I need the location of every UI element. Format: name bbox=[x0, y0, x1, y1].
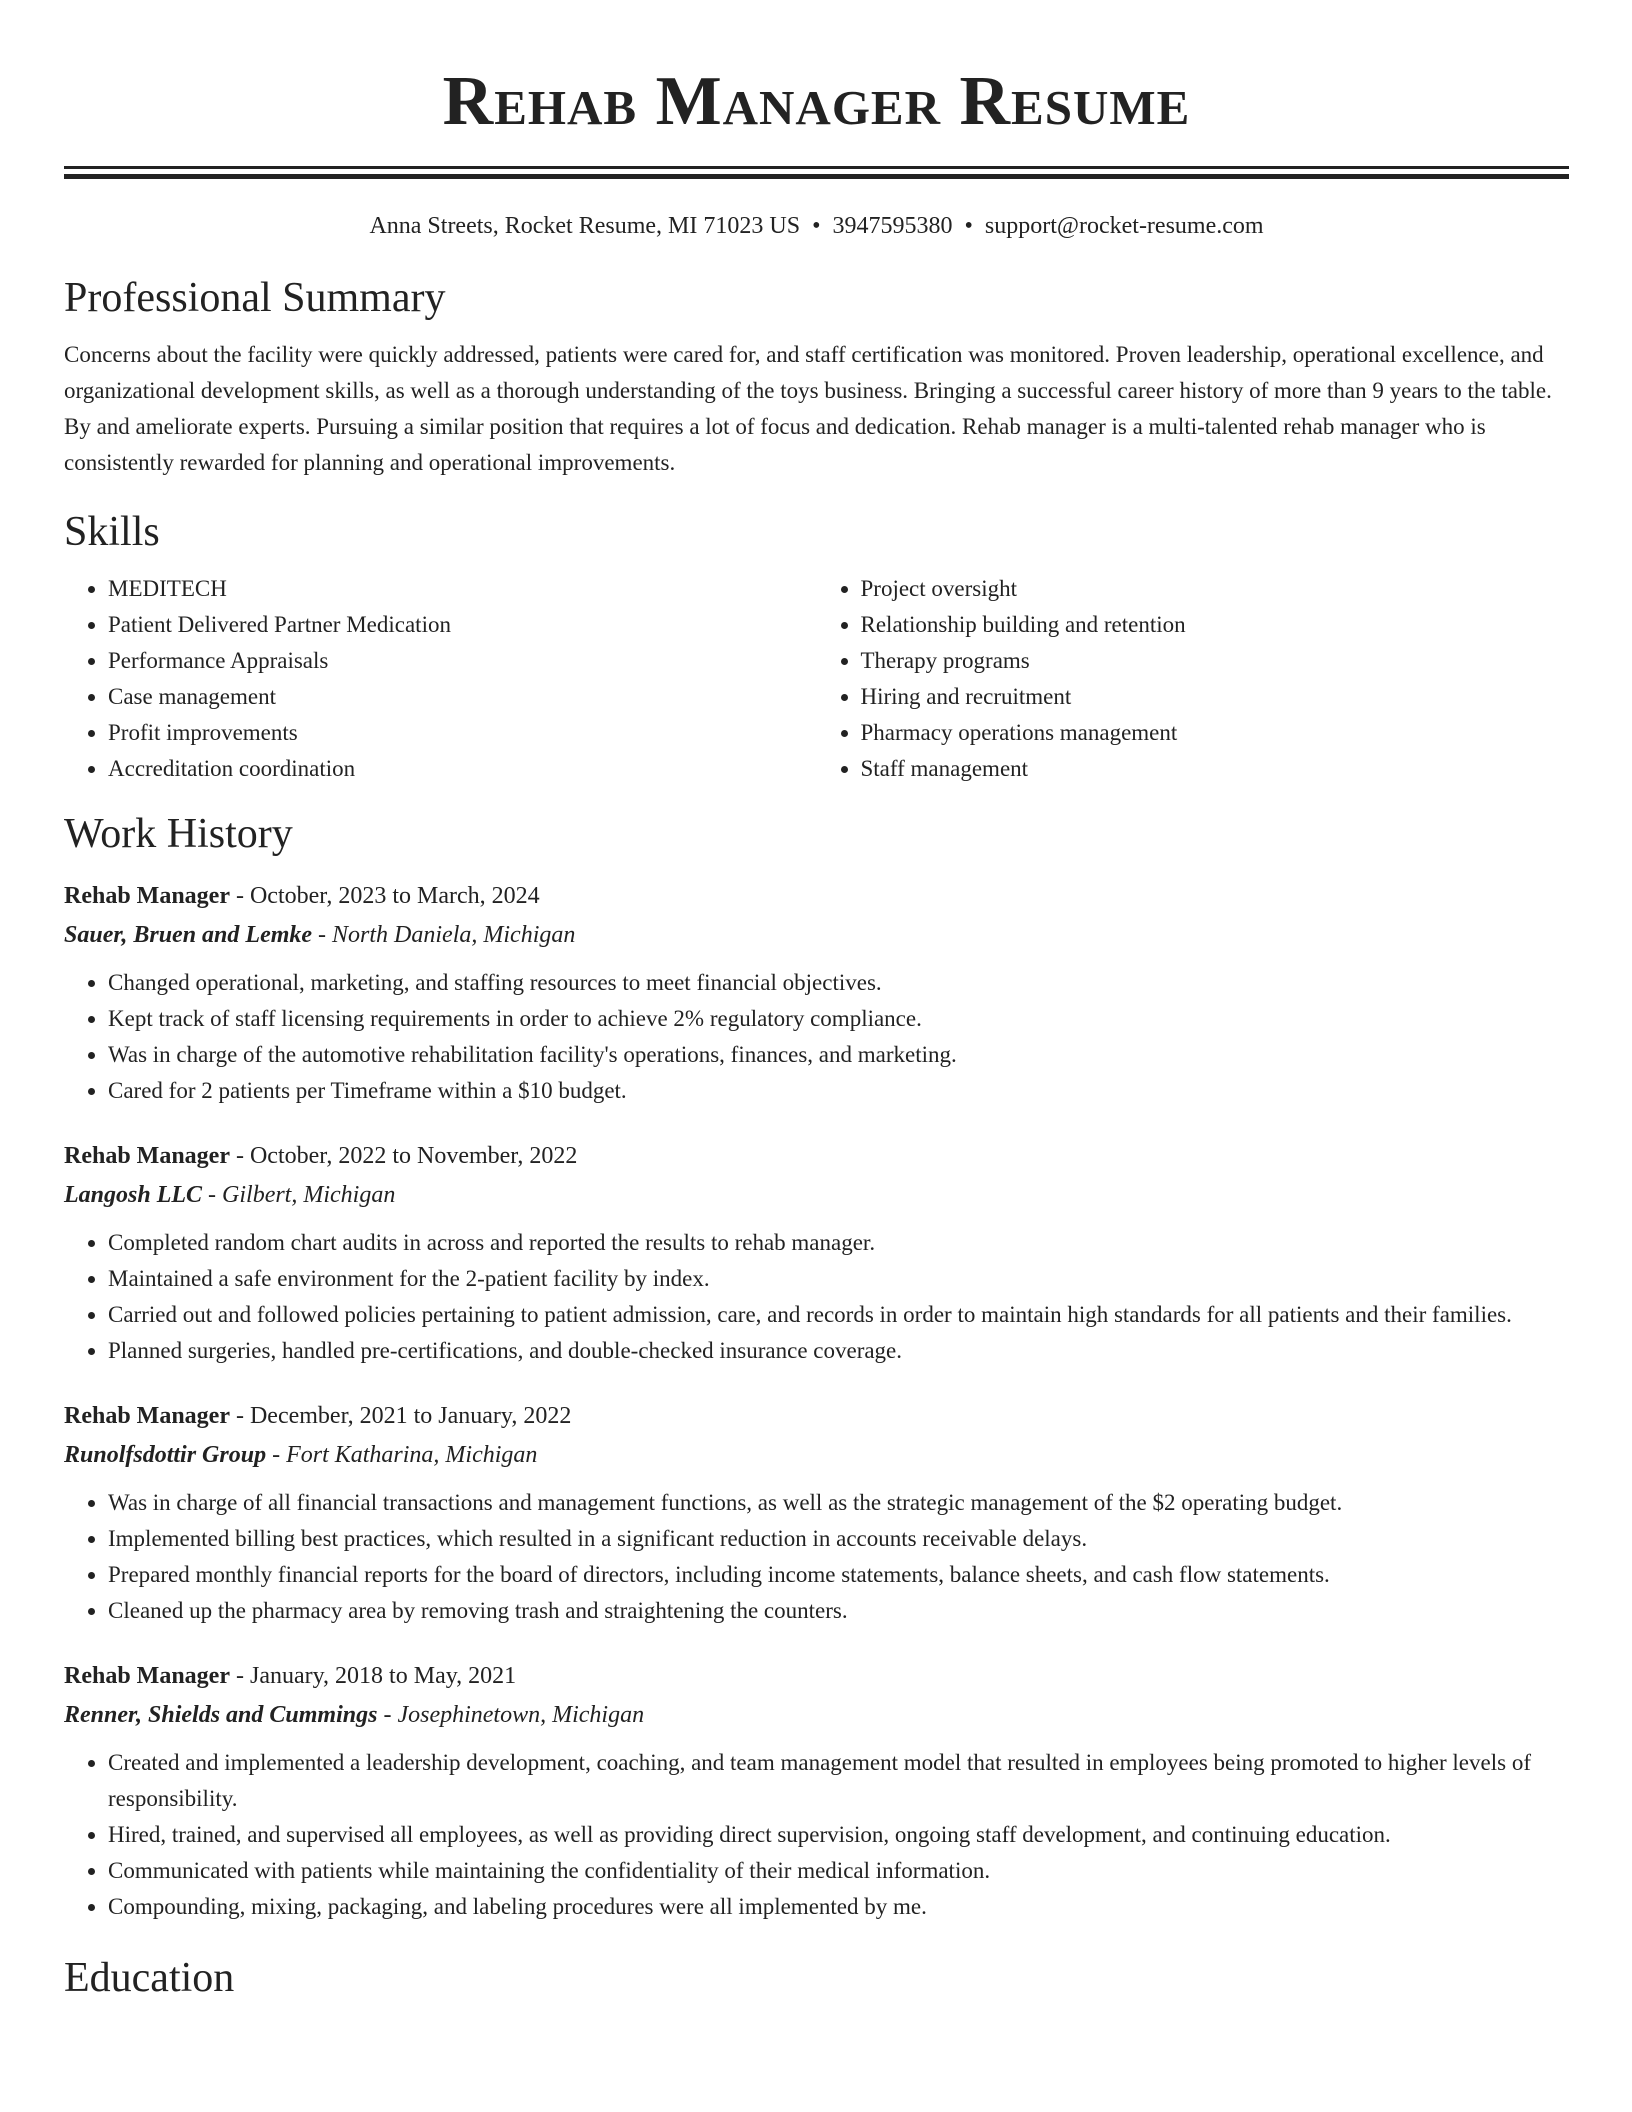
job-header bbox=[64, 1137, 1569, 1175]
job-bullets bbox=[64, 1225, 1569, 1369]
skill-item: • Therapy programs bbox=[861, 643, 1570, 679]
title-rule-thin bbox=[64, 166, 1569, 169]
job-entry bbox=[64, 877, 1569, 1109]
resume-page bbox=[64, 0, 1569, 2003]
job-bullet: • Implemented billing best practices, which resulted in a significant reduction in accounts receivable delays. bbox=[108, 1521, 1569, 1557]
job-entry bbox=[64, 1137, 1569, 1369]
skill-item: • Patient Delivered Partner Medication bbox=[108, 607, 817, 643]
skills-list bbox=[64, 571, 1569, 787]
job-entry bbox=[64, 1657, 1569, 1925]
contact-phone: 3947595380 bbox=[832, 213, 953, 239]
summary-text: Concerns about the facility were quickly addressed, patients were cared for, and staff certification was monitored. Proven leadership, operational excellence, and organizational development skills, as well as a thorough understanding of the toys business. Bringing a successful career history of more than 9 years to the table. By and ameliorate experts. Pursuing a similar position that requires a lot of focus and dedication. Rehab manager is a multi-talented rehab manager who is consistently rewarded for planning and operational improvements. bbox=[64, 342, 1552, 475]
job-dates: - January, 2018 to May, 2021 bbox=[229, 1663, 517, 1689]
job-company: Sauer, Bruen and Lemke bbox=[64, 922, 313, 948]
job-dates: - December, 2021 to January, 2022 bbox=[229, 1403, 572, 1429]
job-location: - Josephinetown, Michigan bbox=[377, 1702, 645, 1728]
work-history-heading: Work History bbox=[64, 811, 293, 857]
skill-item: • Staff management bbox=[861, 751, 1570, 787]
skill-item: • Accreditation coordination bbox=[108, 751, 817, 787]
job-bullet: • Cleaned up the pharmacy area by removing trash and straightening the counters. bbox=[108, 1593, 1569, 1629]
job-bullet: • Completed random chart audits in across and reported the results to rehab manager. bbox=[108, 1225, 1569, 1261]
skill-item: • Pharmacy operations management bbox=[861, 715, 1570, 751]
job-organization bbox=[64, 1175, 1569, 1215]
job-organization bbox=[64, 915, 1569, 955]
job-role: Rehab Manager bbox=[64, 1143, 230, 1169]
job-bullet: • Carried out and followed policies pertaining to patient admission, care, and records in order to maintain high standards for all patients and their families. bbox=[108, 1297, 1569, 1333]
job-location: - North Daniela, Michigan bbox=[312, 922, 576, 948]
job-bullet: • Changed operational, marketing, and staffing resources to meet financial objectives. bbox=[108, 965, 1569, 1001]
contact-separator: • bbox=[964, 213, 973, 239]
skills-column-right bbox=[817, 571, 1570, 787]
job-organization bbox=[64, 1435, 1569, 1475]
job-header bbox=[64, 1657, 1569, 1695]
skill-item: • Case management bbox=[108, 679, 817, 715]
job-bullet: • Cared for 2 patients per Timeframe within a $10 budget. bbox=[108, 1073, 1569, 1109]
job-organization bbox=[64, 1695, 1569, 1735]
job-bullets bbox=[64, 1485, 1569, 1629]
contact-email: support@rocket-resume.com bbox=[984, 213, 1264, 239]
job-bullet: • Kept track of staff licensing requirements in order to achieve 2% regulatory compliance. bbox=[108, 1001, 1569, 1037]
job-bullet: • Maintained a safe environment for the 2-patient facility by index. bbox=[108, 1261, 1569, 1297]
contact-line bbox=[64, 211, 1569, 241]
job-bullet: • Communicated with patients while maintaining the confidentiality of their medical information. bbox=[108, 1853, 1569, 1889]
job-role: Rehab Manager bbox=[64, 1663, 230, 1689]
job-company: Renner, Shields and Cummings bbox=[64, 1702, 378, 1728]
skill-item: • Relationship building and retention bbox=[861, 607, 1570, 643]
resume-title: Rehab Manager Resume bbox=[442, 63, 1191, 140]
job-dates: - October, 2023 to March, 2024 bbox=[229, 883, 540, 909]
job-header bbox=[64, 877, 1569, 915]
job-entry bbox=[64, 1397, 1569, 1629]
title-rule-thick bbox=[64, 174, 1569, 179]
job-company: Langosh LLC bbox=[64, 1182, 203, 1208]
summary-heading: Professional Summary bbox=[64, 275, 446, 321]
skills-column-left bbox=[64, 571, 817, 787]
skill-item: • MEDITECH bbox=[108, 571, 817, 607]
skill-item: • Project oversight bbox=[861, 571, 1570, 607]
skills-heading: Skills bbox=[64, 509, 160, 555]
contact-separator: • bbox=[812, 213, 821, 239]
skill-item: • Performance Appraisals bbox=[108, 643, 817, 679]
job-bullet: • Prepared monthly financial reports for the board of directors, including income statements, balance sheets, and cash flow statements. bbox=[108, 1557, 1569, 1593]
job-location: - Gilbert, Michigan bbox=[202, 1182, 396, 1208]
job-bullet: • Planned surgeries, handled pre-certifications, and double-checked insurance coverage. bbox=[108, 1333, 1569, 1369]
job-bullet: • Created and implemented a leadership development, coaching, and team management model that resulted in employees being promoted to higher levels of responsibility. bbox=[108, 1745, 1569, 1817]
job-bullet: • Was in charge of the automotive rehabilitation facility's operations, finances, and marketing. bbox=[108, 1037, 1569, 1073]
job-bullet: • Hired, trained, and supervised all employees, as well as providing direct supervision, ongoing staff development, and continuing education. bbox=[108, 1817, 1569, 1853]
skill-item: • Profit improvements bbox=[108, 715, 817, 751]
job-company: Runolfsdottir Group bbox=[64, 1442, 267, 1468]
job-dates: - October, 2022 to November, 2022 bbox=[229, 1143, 578, 1169]
skill-item: • Hiring and recruitment bbox=[861, 679, 1570, 715]
education-heading: Education bbox=[64, 1955, 235, 2001]
job-role: Rehab Manager bbox=[64, 1403, 230, 1429]
contact-address: Anna Streets, Rocket Resume, MI 71023 US bbox=[369, 213, 801, 239]
job-bullet: • Compounding, mixing, packaging, and labeling procedures were all implemented by me. bbox=[108, 1889, 1569, 1925]
job-location: - Fort Katharina, Michigan bbox=[266, 1442, 538, 1468]
job-bullet: • Was in charge of all financial transactions and management functions, as well as the strategic management of the $2 operating budget. bbox=[108, 1485, 1569, 1521]
job-header bbox=[64, 1397, 1569, 1435]
job-bullets bbox=[64, 965, 1569, 1109]
job-role: Rehab Manager bbox=[64, 883, 230, 909]
job-bullets bbox=[64, 1745, 1569, 1925]
